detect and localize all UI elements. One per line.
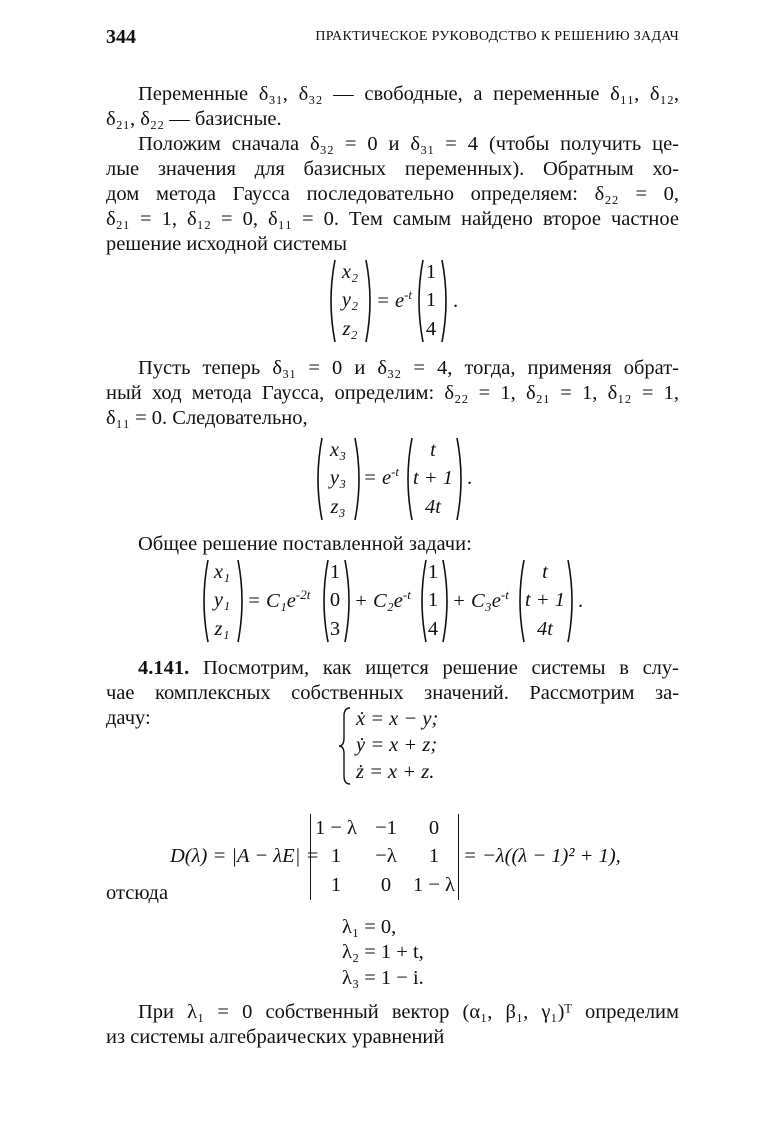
text-line: лые значения для базисных переменных). Обратным хо- [106, 158, 679, 180]
vector-entry: z₃ [330, 496, 346, 519]
eigenvalue: λ₁ = 0, [342, 916, 397, 939]
system-equation: ẏ = x + z; [356, 734, 438, 757]
determinant-lhs: D(λ) = |A − λE| = [170, 845, 320, 867]
vector-entry: 0 [329, 589, 341, 612]
vector-entry: 1 [427, 560, 439, 583]
vector-entry: x₁ [213, 560, 231, 583]
vector-entry: 1 [329, 560, 341, 583]
text-line: Положим сначала δ₃₂ = 0 и δ₃₁ = 4 (чтобы получить це- [138, 133, 679, 155]
right-paren [440, 258, 452, 344]
text-line [106, 656, 679, 681]
equals-exp: = e [363, 467, 392, 489]
text-line: Переменные δ₃₁, δ₃₂ — свободные, а переменные δ₁₁, δ₁₂, [138, 83, 679, 105]
paragraph-general-solution [106, 532, 679, 557]
vector-entry: t [430, 438, 436, 461]
paragraph-free-variables [106, 82, 679, 132]
vector-entry: y₁ [213, 589, 231, 612]
vector-entry: x₂ [341, 260, 359, 283]
running-title: ПРАКТИЧЕСКОЕ РУКОВОДСТВО К РЕШЕНИЮ ЗАДАЧ [315, 29, 679, 44]
page-number: 344 [106, 26, 136, 48]
text-line: решение исходной системы [106, 233, 348, 255]
vector-entry: 3 [329, 618, 341, 641]
text-fragment: Посмотрим, как ищется решение системы в слу- [189, 657, 679, 679]
equation-period: . [453, 290, 459, 312]
matrix-column [364, 814, 408, 900]
vector-entry: z₁ [214, 618, 230, 641]
equation-period: . [467, 467, 473, 489]
text-otsyuda: отсюда [106, 882, 169, 904]
matrix-entry: −λ [375, 845, 397, 868]
eigenvalue: λ₂ = 1 + t, [342, 941, 424, 964]
equation-period: . [578, 590, 584, 612]
matrix-entry: 1 [330, 845, 342, 868]
exponent: -t [500, 587, 509, 603]
text-line: Пусть теперь δ₃₁ = 0 и δ₃₂ = 4, тогда, применяя обрат- [138, 357, 679, 379]
vector-entry: t + 1 [524, 589, 566, 612]
determinant-matrix [312, 814, 458, 900]
vector-entry: y₂ [341, 289, 359, 312]
vector-entry: t [542, 560, 548, 583]
text-line: Общее решение поставленной задачи: [138, 533, 472, 555]
vector-t-entries [408, 436, 458, 522]
text-line: δ₂₁, δ₂₂ — базисные. [106, 108, 282, 130]
vector-entry: t + 1 [412, 467, 454, 490]
text-line: При λ₁ = 0 собственный вектор (α₁, β₁, γ₁)ᵀ определим [138, 1001, 679, 1023]
right-paren [566, 558, 578, 644]
coefficient: + C₂e [354, 590, 403, 612]
vector-xyz3 [320, 436, 356, 522]
paragraph-third-solution [106, 356, 679, 431]
matrix-entry: 1 [428, 845, 440, 868]
determinant-rhs: = −λ((λ − 1)² + 1), [463, 845, 621, 867]
vector-v3 [520, 558, 570, 644]
exponent: -t [402, 587, 411, 603]
equals-exp: = e [376, 290, 405, 312]
right-paren [364, 258, 376, 344]
coefficient: + C₃e [452, 590, 501, 612]
determinant-bar-right [458, 814, 459, 900]
term-c1 [247, 589, 310, 614]
equation-middle [376, 289, 412, 314]
determinant-bar-left [310, 814, 311, 900]
paragraph-eigenvector [106, 1000, 679, 1050]
text-line: δ₁₁ = 0. Следовательно, [106, 407, 308, 429]
coefficient: = C₁e [247, 590, 296, 612]
vector-entry: z₂ [342, 318, 358, 341]
system-equations [356, 706, 476, 786]
matrix-entry: 1 [330, 874, 342, 897]
exponent: -t [391, 464, 400, 480]
term-c2 [354, 589, 411, 614]
vector-entry: 1 [427, 589, 439, 612]
eigenvalues [342, 915, 452, 991]
matrix-column [312, 814, 360, 900]
system-brace [338, 706, 352, 786]
text-line: чае комплексных собственных значений. Рассмотрим за- [106, 682, 679, 704]
vector-entry: 1 [425, 289, 437, 312]
vector-entry: 4 [425, 318, 437, 341]
equation-middle [363, 466, 399, 491]
vector-xyz1 [205, 558, 239, 644]
paragraph-second-solution [106, 132, 679, 257]
page-header [106, 26, 679, 54]
vector-xyz2 [333, 258, 367, 344]
vector-entry: x₃ [329, 438, 347, 461]
text-line: дом метода Гаусса последовательно определяем: δ₂₂ = 0, [106, 183, 679, 205]
text-line: из системы алгебраических уравнений [106, 1026, 445, 1048]
problem-number: 4.141. [138, 657, 190, 679]
matrix-entry: 0 [428, 816, 440, 839]
text-line: ный ход метода Гаусса, определим: δ₂₂ = 1, δ₂₁ = 1, δ₁₂ = 1, [106, 382, 679, 404]
matrix-entry: 1 − λ [314, 816, 357, 839]
matrix-column [410, 814, 458, 900]
vector-entry: y₃ [329, 467, 347, 490]
term-c3 [452, 589, 509, 614]
vector-coefficients [420, 258, 442, 344]
matrix-entry: 1 − λ [412, 874, 455, 897]
right-paren [455, 436, 467, 522]
system-equation: ż = x + z. [356, 761, 435, 784]
exponent: -t [404, 287, 413, 303]
exponent: -2t [295, 587, 311, 603]
eigenvalue: λ₃ = 1 − i. [342, 966, 424, 989]
text-line: дачу: [106, 707, 151, 729]
vector-entry: 4 [427, 618, 439, 641]
vector-entry: 4t [537, 618, 553, 641]
vector-entry: 1 [425, 260, 437, 283]
text-line: δ₂₁ = 1, δ₁₂ = 0, δ₁₁ = 0. Тем самым найдено второе частное [106, 208, 679, 230]
vector-entry: 4t [425, 496, 441, 519]
system-equation: ẋ = x − y; [356, 707, 439, 730]
matrix-entry: 0 [380, 874, 392, 897]
matrix-entry: −1 [375, 816, 397, 839]
